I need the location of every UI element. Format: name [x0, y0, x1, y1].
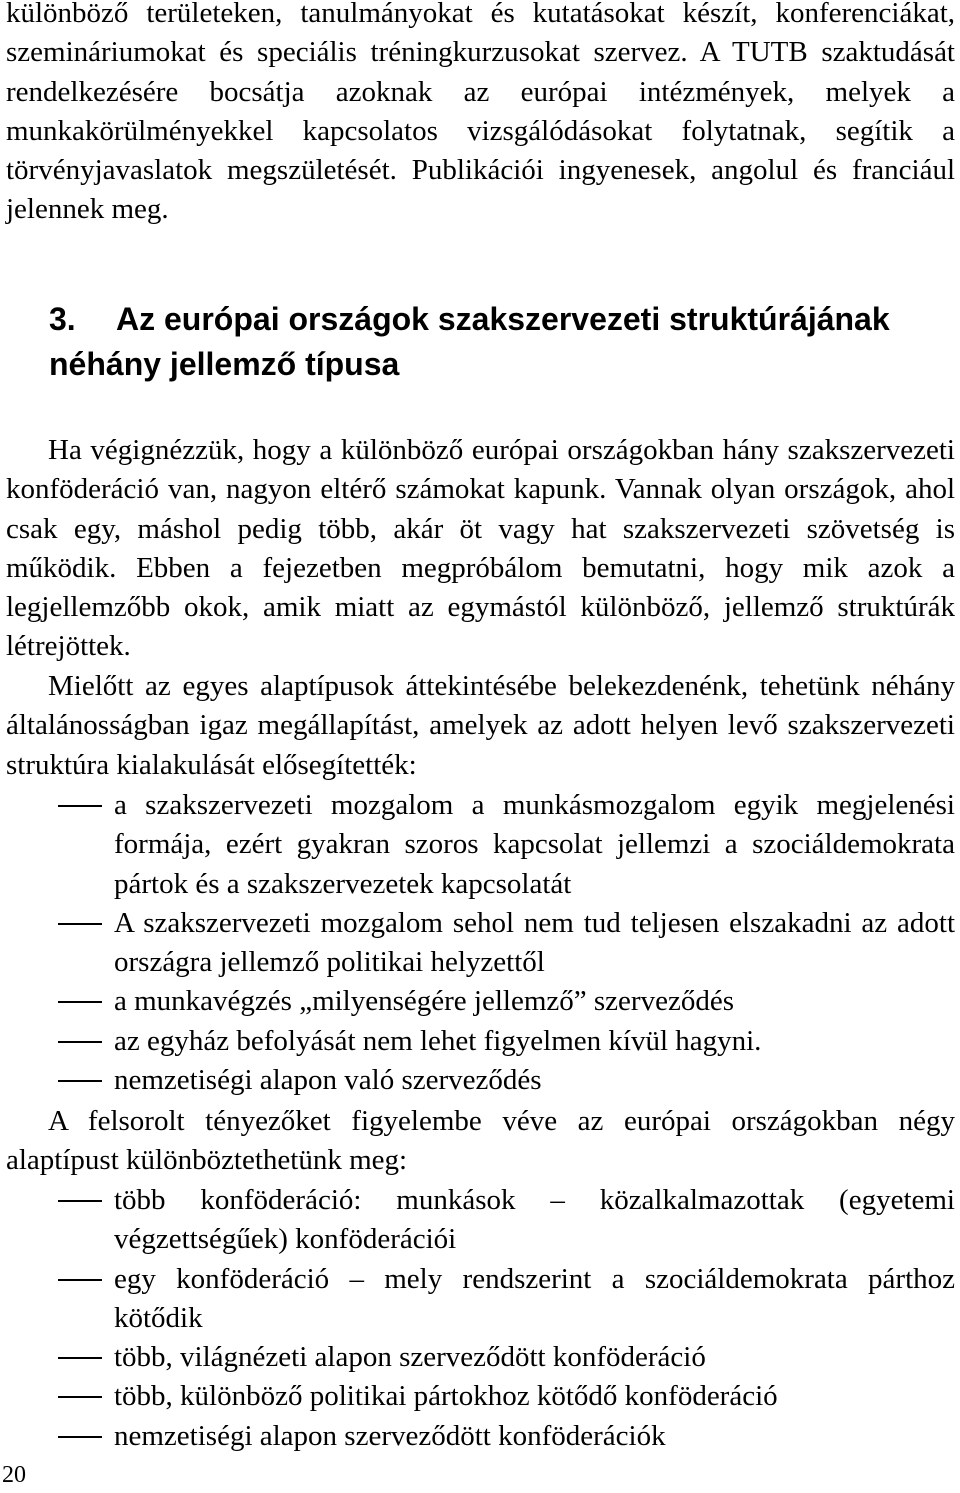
page-number: 20: [2, 1462, 26, 1488]
list-item-text: egy konföderáció – mely rendszerint a szociáldemokrata párthoz kötődik: [114, 1262, 955, 1334]
factors-list: [6, 786, 955, 1100]
types-list: [6, 1181, 955, 1456]
list-item: [6, 1260, 955, 1339]
body-paragraph-3: A felsorolt tényezőket figyelembe véve az európai országokban négy alaptípust különböztethetünk meg:: [6, 1105, 955, 1177]
body-paragraph-2: Mielőtt az egyes alaptípusok áttekintésébe belekezdenénk, tehetünk néhány általánosságban igaz megállapítást, amelyek az adott helyen levő szakszervezeti struktúra kialakulását elősegítették:: [6, 670, 955, 781]
list-item-text: az egyház befolyását nem lehet figyelmen kívül hagyni.: [114, 1024, 762, 1057]
list-item: [6, 1338, 955, 1377]
list-item-text: több, különböző politikai pártokhoz kötődő konföderáció: [114, 1380, 778, 1413]
list-item-text: nemzetiségi alapon szerveződött konföderációk: [114, 1419, 666, 1452]
list-item: [6, 1022, 955, 1061]
dash-bullet: [58, 1436, 102, 1438]
dash-bullet: [58, 1279, 102, 1281]
list-item: [6, 982, 955, 1021]
body-paragraph-1: Ha végignézzük, hogy a különböző európai országokban hány szakszervezeti konföderáció van, nagyon eltérő számokat kapunk. Vannak olyan országok, ahol csak egy, máshol pedig több, akár öt vagy hat szakszervezeti szövetség is működik. Ebben a fejezetben megpróbálom bemutatni, hogy mik azok a legjellemzőbb okok, amik miatt az egymástól különböző, jellemző struktúrák létrejöttek.: [6, 434, 955, 663]
list-item-text: több, világnézeti alapon szerveződött konföderáció: [114, 1341, 706, 1374]
list-item: [6, 786, 955, 904]
dash-bullet: [58, 1357, 102, 1359]
dash-bullet: [58, 1396, 102, 1398]
list-item: [6, 1417, 955, 1456]
list-item: [6, 1181, 955, 1260]
section-heading: [49, 297, 949, 387]
list-item-text: A szakszervezeti mozgalom sehol nem tud teljesen elszakadni az adott országra jellemző politikai helyzettől: [114, 906, 955, 979]
list-item-text: nemzetiségi alapon való szerveződés: [114, 1064, 542, 1097]
section-title: Az európai országok szakszervezeti struktúrájának néhány jellemző típusa: [49, 301, 890, 382]
list-item-text: több konföderáció: munkások – közalkalmazottak (egyetemi végzettségűek) konföderációi: [114, 1184, 955, 1256]
list-item-text: a munkavégzés „milyenségére jellemző” szerveződés: [114, 985, 734, 1018]
list-item-text: a szakszervezeti mozgalom a munkásmozgalom egyik megjelenési formája, ezért gyakran szoros kapcsolat jellemzi a szociáldemokrata pártok és a szakszervezetek kapcsolatát: [114, 789, 955, 900]
dash-bullet: [58, 1041, 102, 1043]
intro-paragraph: különböző területeken, tanulmányokat és kutatásokat készít, konferenciákat, szemináriumokat és speciális tréningkurzusokat szervez. A TUTB szaktudását rendelkezésére bocsátja azoknak az európai intézmények, melyek a munkakörülményekkel kapcsolatos vizsgálódásokat folytatnak, segítik a törvényjavaslatok megszületését. Publikációi ingyenesek, angolul és franciául jelennek meg.: [6, 0, 955, 226]
dash-bullet: [58, 805, 102, 807]
list-item: [6, 904, 955, 983]
section-number: 3.: [49, 301, 76, 337]
dash-bullet: [58, 1200, 102, 1202]
dash-bullet: [58, 1001, 102, 1003]
list-item: [6, 1061, 955, 1100]
dash-bullet: [58, 923, 102, 925]
list-item: [6, 1377, 955, 1416]
dash-bullet: [58, 1080, 102, 1082]
